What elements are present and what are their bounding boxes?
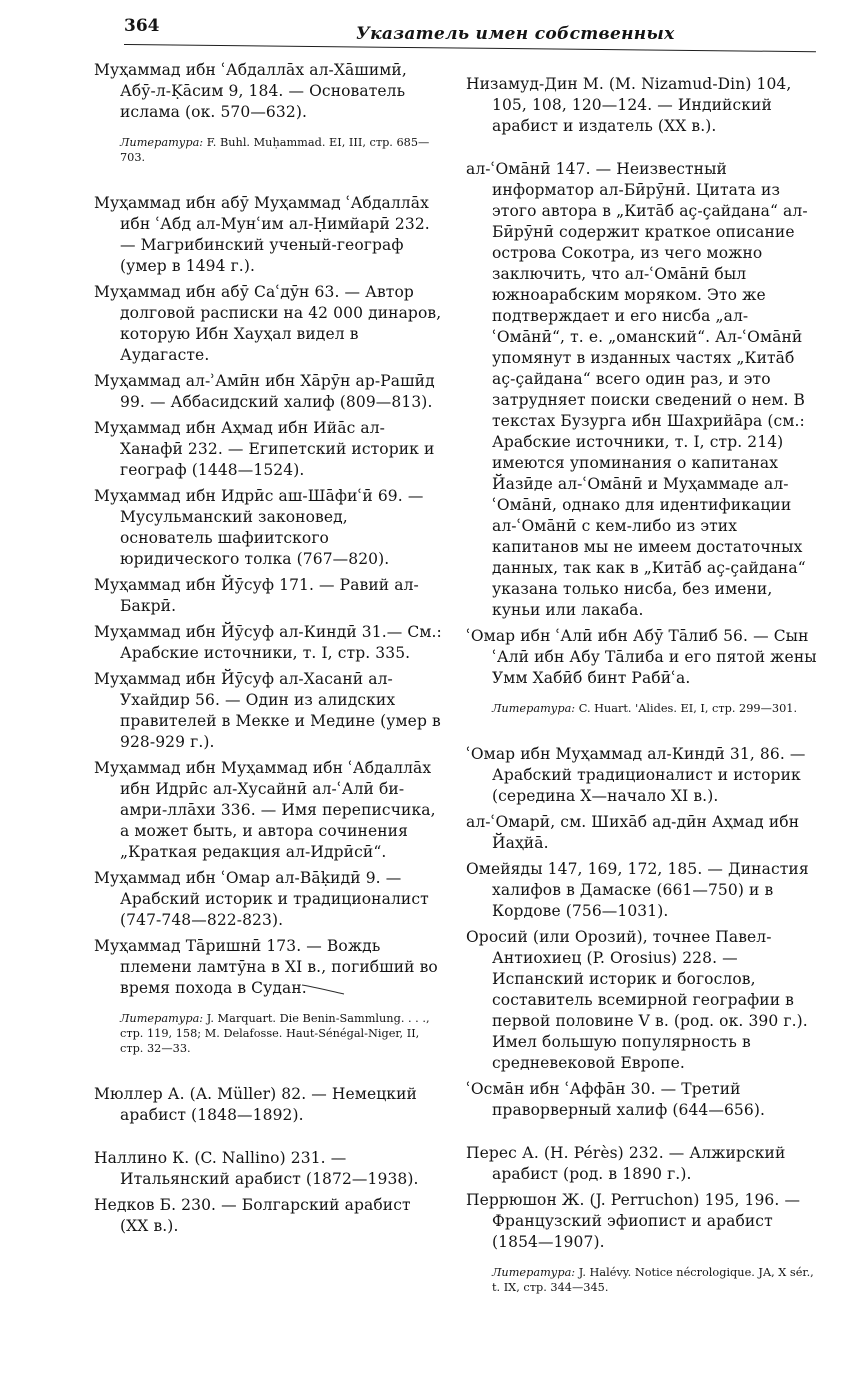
index-entry: Муҳаммад ибн абӯ Муҳаммад ʿАбдаллāх ибн ʿАбд ал-Мунʿим ал-Ḥимйарӣ 232.— Магрибинский ученый-географ (умер в 1494 г.). [94,194,430,275]
left-column [94,60,444,1242]
literature-label: Литература: [120,136,204,149]
index-entry: ал-ʿОмарӣ, см. Шихāб ад-дӣн Аҳмад ибн Йаҳйā. [466,813,800,852]
literature-reference [466,701,818,716]
index-entry: Недков Б. 230. — Болгарский арабист (XX в.). [94,1196,411,1235]
index-entry: Перрюшон Ж. (J. Perruchon) 195, 196. — Французский эфиопист и арабист (1854—1907). [466,1191,801,1251]
index-entry: Перес А. (H. Pérès) 232. — Алжирский арабист (род. в 1890 г.). [466,1144,786,1183]
literature-label: Литература: [120,1012,204,1025]
index-entry: Наллино К. (C. Nallino) 231. — Итальянский арабист (1872—1938). [94,1149,419,1188]
index-entry: ʿОмар ибн ʿАлӣ ибн Абӯ Тāлиб 56. — Сын ʿАлӣ ибн Абу Тāлиба и его пятой жены Умм Хабӣб бинт Рабӣʿа. [466,627,817,687]
index-entry: Мюллер А. (A. Müller) 82. — Немецкий арабист (1848—1892). [94,1085,417,1124]
literature-label: Литература: [492,1266,576,1279]
index-entry: Муҳаммад ал-ʾАмӣн ибн Хāрӯн ар-Рашӣд 99. — Аббасидский халиф (809—813). [94,372,435,411]
right-column [466,74,818,1323]
index-entry: Оросий (или Орозий), точнее Павел-Антиохиец (P. Orosius) 228. — Испанский историк и богослов, составитель всемирной географии в первой половине V в. (род. ок. 390 г.). Имел большую популярность в средневековой Европе. [466,928,808,1072]
index-entry: Муҳаммад ибн Йӯсуф ал-Хасанӣ ал-Ухайдир 56. — Один из алидских правителей в Мекке и Медине (умер в 928-929 г.). [94,670,441,751]
index-entry: Муҳаммад ибн Йӯсуф 171. — Равий ал-Бакрӣ. [94,576,419,615]
running-title: Указатель имен собственных [356,24,675,44]
literature-reference [94,1011,444,1056]
page-number: 364 [124,16,160,36]
index-entry: Муҳаммад ибн ʿАбдаллāх ал-Хāшимӣ, Абӯ-л-Ḳāсим 9, 184. — Основатель ислама (ок. 570—632). [94,61,407,121]
literature-reference [466,1265,818,1295]
index-entry: Муҳаммад ибн Муҳаммад ибн ʿАбдаллāх ибн Идрӣс ал-Хусайнӣ ал-ʿАлӣ би-амри-ллāхи 336. — Имя переписчика, а может быть, и автора сочинения „Краткая редакция ал-Идрӣсӣ“. [94,759,436,861]
index-entry: Муҳаммад ибн Аҳмад ибн Ийāс ал-Ханафӣ 232. — Египетский историк и географ (1448—1524). [94,419,435,479]
index-entry: Муҳаммад ибн абӯ Саʿдӯн 63. — Автор долговой расписки на 42 000 динаров, которую Ибн Хауҳал видел в Аудагасте. [94,283,442,364]
literature-text: F. Buhl. Muḥammad. EI, III, стр. 685—703. [120,136,430,164]
page-header [124,10,814,48]
index-entry: Омейяды 147, 169, 172, 185. — Династия халифов в Дамаске (661—750) и в Кордове (756—1031). [466,860,809,920]
literature-label: Литература: [492,702,576,715]
index-entry: ал-ʿОмāнӣ 147. — Неизвестный информатор ал-Бӣрӯнӣ. Цитата из этого автора в „Китāб aç-çайдана“ ал-Бӣрӯнӣ содержит краткое описание острова Сокотра, из чего можно заключить, что ал-ʿОмāнӣ был южноарабским моряком. Это же подтверждает и его нисба „ал-ʿОмāнӣ“, т. е. „оманский“. Ал-ʿОмāнӣ упомянут в изданных частях „Китāб aç-çайдана“ всего один раз, и это затрудняет поиски сведений о нем. В текстах Бузурга ибн Шахрийāра (см.: Арабские источники, т. I, стр. 214) имеются упоминания о капитанах Йазӣде ал-ʿОмāнӣ и Муҳаммаде ал-ʿОмāнӣ, однако для идентификации ал-ʿОмāнӣ с кем-либо из этих капитанов мы не имеем достаточных данных, так как в „Китāб aç-çайдана“ указана только нисба, без имени, куньи или лакаба. [466,160,808,619]
literature-text: J. Halévy. Notice nécrologique. JA, X sér., t. IX, стр. 344—345. [492,1266,814,1294]
index-entry: Низамуд-Дин М. (M. Nizamud-Din) 104, 105, 108, 120—124. — Индийский арабист и издатель (XX в.). [466,75,792,135]
index-entry: ʿОсмāн ибн ʿАффāн 30. — Третий праворверный халиф (644—656). [466,1080,766,1119]
index-entry: Муҳаммад ибн ʿОмар ал-Вāḳидӣ 9. — Арабский историк и традиционалист (747-748—822-823). [94,869,429,929]
index-entry: Муҳаммад ибн Йӯсуф ал-Киндӣ 31.— См.: Арабские источники, т. I, стр. 335. [94,623,442,662]
literature-text: C. Huart. 'Alides. EI, I, стр. 299—301. [578,702,798,715]
index-entry: Муҳаммад ибн Идрӣс аш-Шāфиʿӣ 69. — Мусульманский законовед, основатель шафиитского юридического толка (767—820). [94,487,424,568]
literature-text: J. Marquart. Die Benin-Sammlung. . . ., стр. 119, 158; M. Delafosse. Haut-Sénégal-Niger, II, стр. 32—33. [120,1012,430,1055]
index-entry: Муҳаммад Тāришнӣ 173. — Вождь племени ламтӯна в XI в., погибший во время похода в Судан. [94,937,438,997]
index-entry: ʿОмар ибн Муҳаммад ал-Киндӣ 31, 86. — Арабский традиционалист и историк (середина X—начало XI в.). [466,745,806,805]
literature-reference [94,135,444,165]
